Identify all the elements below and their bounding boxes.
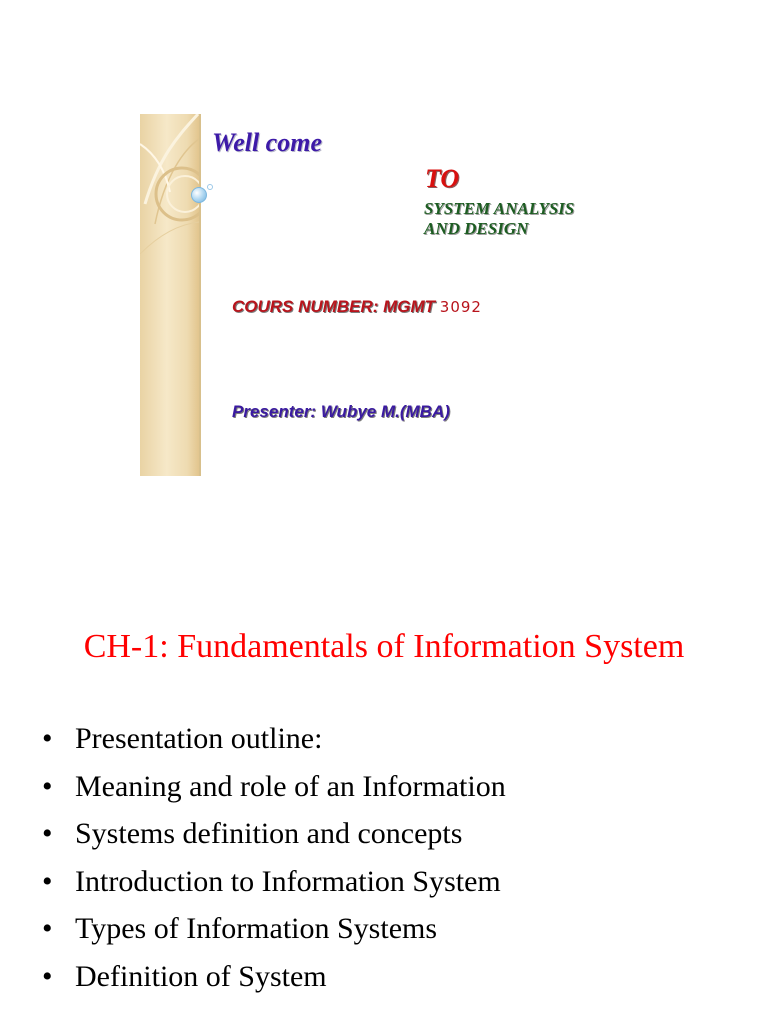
course-number-value: 3092 [439, 298, 482, 316]
bubble-icon [191, 187, 207, 203]
list-item-text: Systems definition and concepts [75, 817, 463, 850]
list-item-text: Types of Information Systems [75, 912, 438, 945]
course-number [232, 297, 482, 317]
outline-list [42, 715, 506, 1000]
course-title [424, 199, 574, 239]
presenter-line: Presenter: Wubye M.(MBA) [232, 402, 450, 421]
course-title-line-1: SYSTEM ANALYSIS [424, 199, 575, 218]
bullet-icon: • [42, 769, 53, 803]
course-title-line-2: AND DESIGN [424, 219, 529, 238]
swirl-decoration [140, 114, 199, 476]
bullet-icon: • [42, 864, 53, 898]
decorative-side-bar [140, 114, 201, 476]
list-item [42, 858, 506, 906]
list-item [42, 715, 506, 763]
bullet-icon: • [42, 817, 53, 850]
small-bubble-icon [207, 184, 213, 190]
list-item-text: Definition of System [75, 959, 327, 993]
welcome-heading: Well come [212, 128, 322, 157]
bullet-icon: • [42, 912, 53, 945]
bullet-icon: • [42, 959, 53, 993]
list-item [42, 763, 506, 811]
list-item [42, 905, 506, 953]
list-item [42, 810, 506, 858]
list-item-text: Presentation outline: [75, 722, 323, 755]
to-heading: TO [425, 164, 460, 193]
list-item-text: Meaning and role of an Information [75, 769, 506, 803]
bullet-icon: • [42, 722, 53, 755]
list-item [42, 953, 506, 1001]
course-number-label: COURS NUMBER: MGMT [232, 297, 436, 316]
list-item-text: Introduction to Information System [75, 864, 501, 898]
slide-title: CH-1: Fundamentals of Information System [83, 628, 685, 665]
outline-slide [0, 512, 768, 1024]
